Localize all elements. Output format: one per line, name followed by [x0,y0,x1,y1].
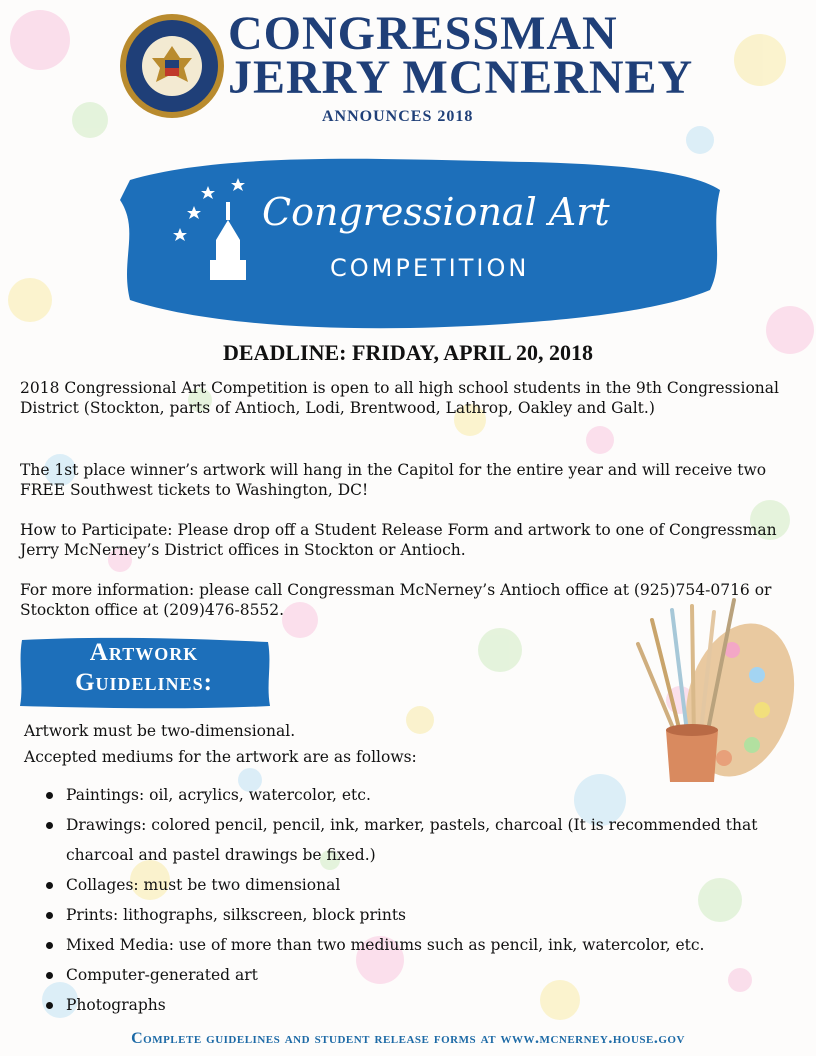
congressman-name: JERRY MCNERNEY [228,51,694,104]
announces-label: ANNOUNCES 2018 [322,108,474,125]
deadline-heading: DEADLINE: FRIDAY, APRIL 20, 2018 [223,340,593,365]
house-seal-logo [118,12,226,120]
guidelines-heading-line1: Artwork [89,639,199,666]
list-item: Collages: must be two dimensional [46,870,806,900]
participation-paragraph: How to Participate: Please drop off a Student Release Form and artwork to one of Congressman Jerry McNerney’s District offices in Stockton or Antioch. [20,521,777,559]
guidelines-heading-line2: Guidelines: [75,669,213,696]
guidelines-heading [24,638,264,698]
mediums-intro: Accepted mediums for the artwork are as follows: [24,748,417,766]
banner-script-title: Congressional Art [262,190,610,234]
mediums-list [46,780,806,1020]
prize-paragraph: The 1st place winner’s artwork will hang in the Capitol for the entire year and will receive two FREE Southwest tickets to Washington, DC! [20,461,767,499]
paint-palette-brushes-image [622,590,798,790]
contact-paragraph: For more information: please call Congressman McNerney’s Antioch office at (925)754-0716 or Stockton office at (209)476-8552. [20,581,772,619]
banner-subtitle: COMPETITION [330,254,530,282]
footer-website-note: Complete guidelines and student release forms at www.mcnerney.house.gov [131,1030,685,1047]
eligibility-paragraph: 2018 Congressional Art Competition is open to all high school students in the 9th Congressional District (Stockton, parts of Antioch, Lodi, Brentwood, Lathrop, Oakley and Galt.) [20,379,779,417]
congressman-title: CONGRESSMAN [228,7,618,60]
list-item: Drawings: colored pencil, pencil, ink, marker, pastels, charcoal (It is recommended that charcoal and pastel drawings be fixed.) [46,810,806,870]
list-item: Prints: lithographs, silkscreen, block prints [46,900,806,930]
two-dimensional-note: Artwork must be two-dimensional. [24,722,296,740]
competition-banner [110,140,730,340]
list-item: Photographs [46,990,806,1020]
list-item: Mixed Media: use of more than two mediums such as pencil, ink, watercolor, etc. [46,930,806,960]
list-item: Paintings: oil, acrylics, watercolor, etc. [46,780,806,810]
list-item: Computer-generated art [46,960,806,990]
